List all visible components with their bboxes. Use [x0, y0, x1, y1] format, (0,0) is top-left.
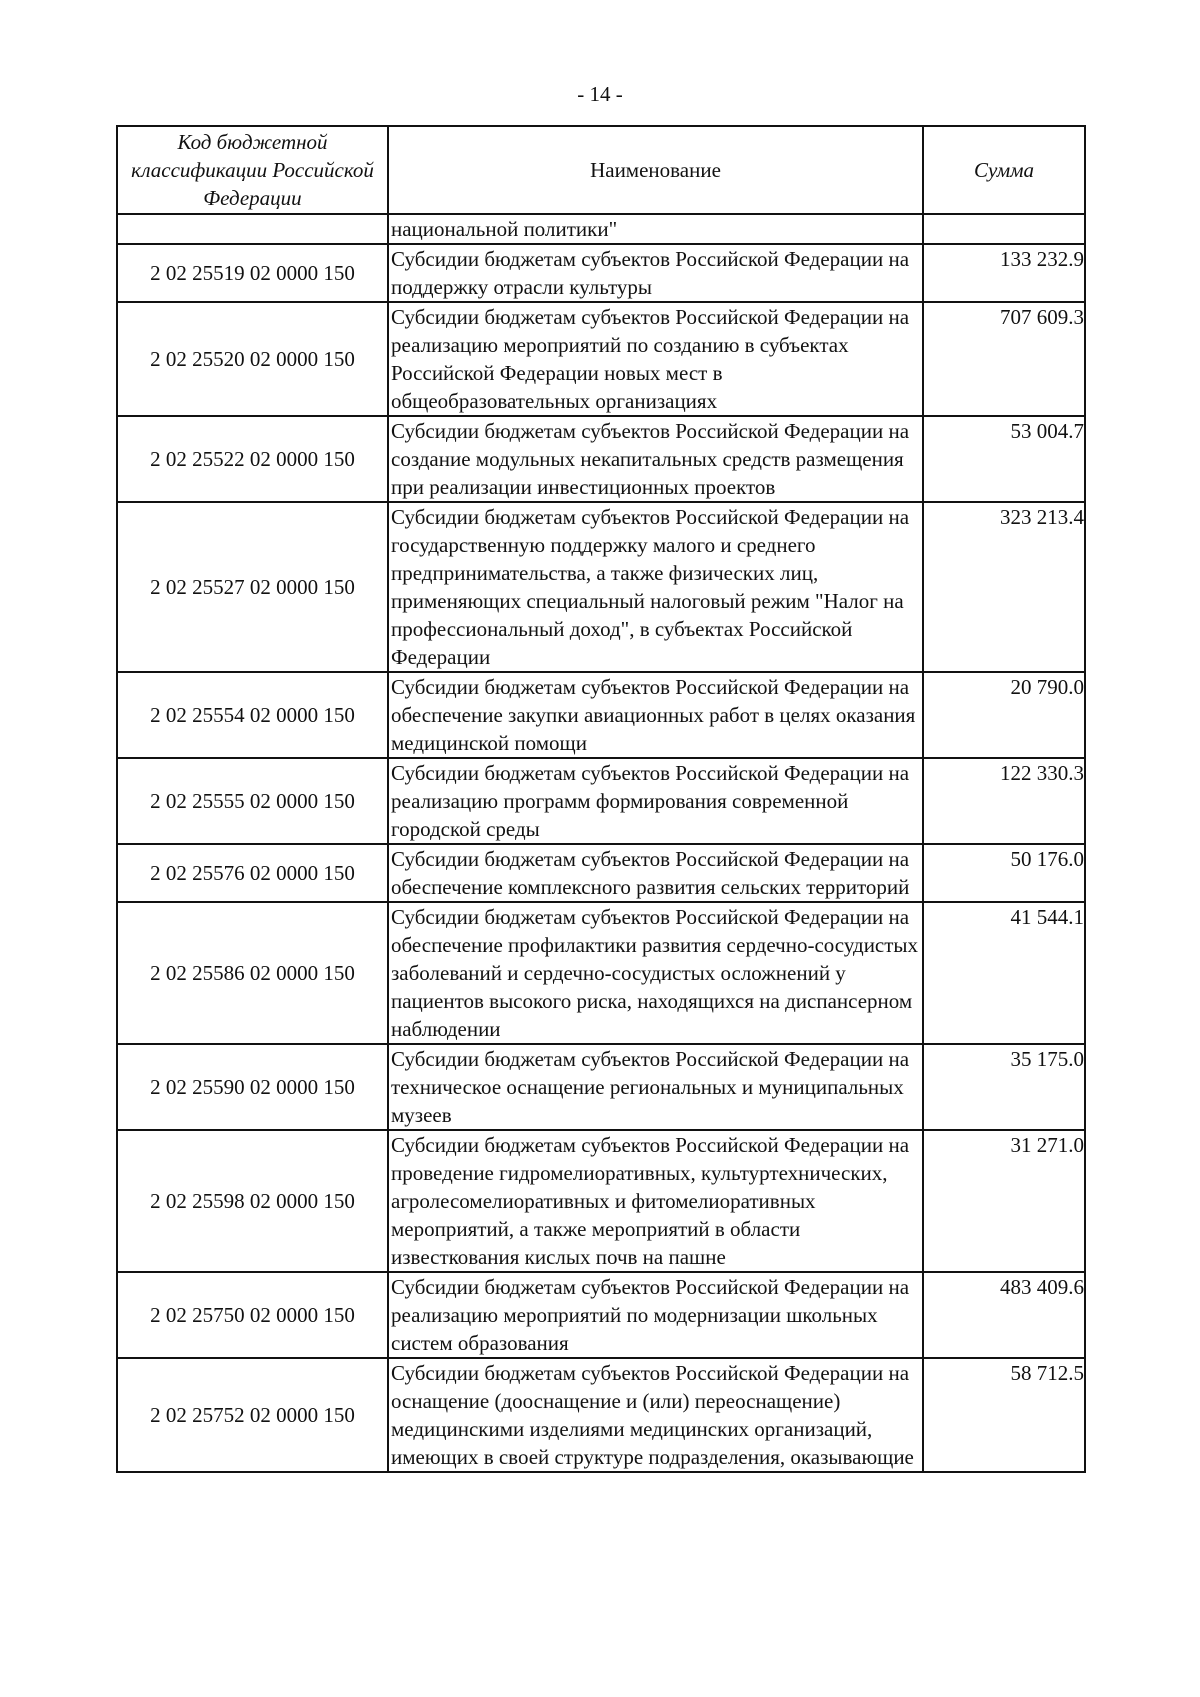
cell-name: Субсидии бюджетам субъектов Российской Федерации на техническое оснащение региональных и муниципальных музеев — [388, 1044, 923, 1130]
cell-code: 2 02 25598 02 0000 150 — [117, 1130, 388, 1272]
cell-sum: 41 544.1 — [923, 902, 1085, 1044]
cell-code: 2 02 25750 02 0000 150 — [117, 1272, 388, 1358]
cell-code — [117, 214, 388, 244]
cell-sum: 20 790.0 — [923, 672, 1085, 758]
cell-code: 2 02 25555 02 0000 150 — [117, 758, 388, 844]
table-row — [117, 758, 1085, 844]
cell-sum: 53 004.7 — [923, 416, 1085, 502]
cell-name: Субсидии бюджетам субъектов Российской Федерации на оснащение (дооснащение и (или) переоснащение) медицинскими изделиями медицинских организаций, имеющих в своей структуре подразделения, оказывающие — [388, 1358, 923, 1472]
header-sum: Сумма — [923, 126, 1085, 214]
cell-name: Субсидии бюджетам субъектов Российской Федерации на реализацию мероприятий по созданию в субъектах Российской Федерации новых мест в общеобразовательных организациях — [388, 302, 923, 416]
cell-sum: 31 271.0 — [923, 1130, 1085, 1272]
cell-sum: 133 232.9 — [923, 244, 1085, 302]
cell-code: 2 02 25576 02 0000 150 — [117, 844, 388, 902]
cell-name: Субсидии бюджетам субъектов Российской Федерации на реализацию мероприятий по модернизации школьных систем образования — [388, 1272, 923, 1358]
table-row — [117, 1130, 1085, 1272]
cell-code: 2 02 25590 02 0000 150 — [117, 1044, 388, 1130]
header-code: Код бюджетной классификации Российской Федерации — [117, 126, 388, 214]
cell-name: национальной политики" — [388, 214, 923, 244]
cell-name: Субсидии бюджетам субъектов Российской Федерации на государственную поддержку малого и среднего предпринимательства, а также физических лиц, применяющих специальный налоговый режим "Налог на профессиональный доход", в субъектах Российской Федерации — [388, 502, 923, 672]
cell-sum: 35 175.0 — [923, 1044, 1085, 1130]
cell-code: 2 02 25522 02 0000 150 — [117, 416, 388, 502]
table-row — [117, 1272, 1085, 1358]
cell-sum: 323 213.4 — [923, 502, 1085, 672]
cell-name: Субсидии бюджетам субъектов Российской Федерации на поддержку отрасли культуры — [388, 244, 923, 302]
cell-code: 2 02 25520 02 0000 150 — [117, 302, 388, 416]
cell-code: 2 02 25586 02 0000 150 — [117, 902, 388, 1044]
table-row — [117, 416, 1085, 502]
cell-sum: 50 176.0 — [923, 844, 1085, 902]
table-row — [117, 244, 1085, 302]
cell-name: Субсидии бюджетам субъектов Российской Федерации на обеспечение профилактики развития сердечно-сосудистых заболеваний и сердечно-сосудистых осложнений у пациентов высокого риска, находящихся на диспансерном наблюдении — [388, 902, 923, 1044]
table-row — [117, 502, 1085, 672]
table-row — [117, 844, 1085, 902]
table-row — [117, 302, 1085, 416]
cell-sum: 483 409.6 — [923, 1272, 1085, 1358]
header-row — [117, 126, 1085, 214]
cell-code: 2 02 25554 02 0000 150 — [117, 672, 388, 758]
cell-code: 2 02 25527 02 0000 150 — [117, 502, 388, 672]
cell-name: Субсидии бюджетам субъектов Российской Федерации на реализацию программ формирования современной городской среды — [388, 758, 923, 844]
cell-name: Субсидии бюджетам субъектов Российской Федерации на проведение гидромелиоративных, культуртехнических, агролесомелиоративных и фитомелиоративных мероприятий, а также мероприятий в области известкования кислых почв на пашне — [388, 1130, 923, 1272]
cell-sum: 122 330.3 — [923, 758, 1085, 844]
cell-name: Субсидии бюджетам субъектов Российской Федерации на обеспечение комплексного развития сельских территорий — [388, 844, 923, 902]
cell-sum: 58 712.5 — [923, 1358, 1085, 1472]
cell-name: Субсидии бюджетам субъектов Российской Федерации на создание модульных некапитальных средств размещения при реализации инвестиционных проектов — [388, 416, 923, 502]
page-number: - 14 - — [577, 82, 623, 106]
table-row — [117, 1044, 1085, 1130]
cell-sum — [923, 214, 1085, 244]
cell-code: 2 02 25752 02 0000 150 — [117, 1358, 388, 1472]
budget-table — [116, 125, 1086, 1473]
cell-sum: 707 609.3 — [923, 302, 1085, 416]
table-row — [117, 1358, 1085, 1472]
cell-name: Субсидии бюджетам субъектов Российской Федерации на обеспечение закупки авиационных работ в целях оказания медицинской помощи — [388, 672, 923, 758]
cell-code: 2 02 25519 02 0000 150 — [117, 244, 388, 302]
continuation-row — [117, 214, 1085, 244]
table-row — [117, 672, 1085, 758]
header-name: Наименование — [388, 126, 923, 214]
table-row — [117, 902, 1085, 1044]
